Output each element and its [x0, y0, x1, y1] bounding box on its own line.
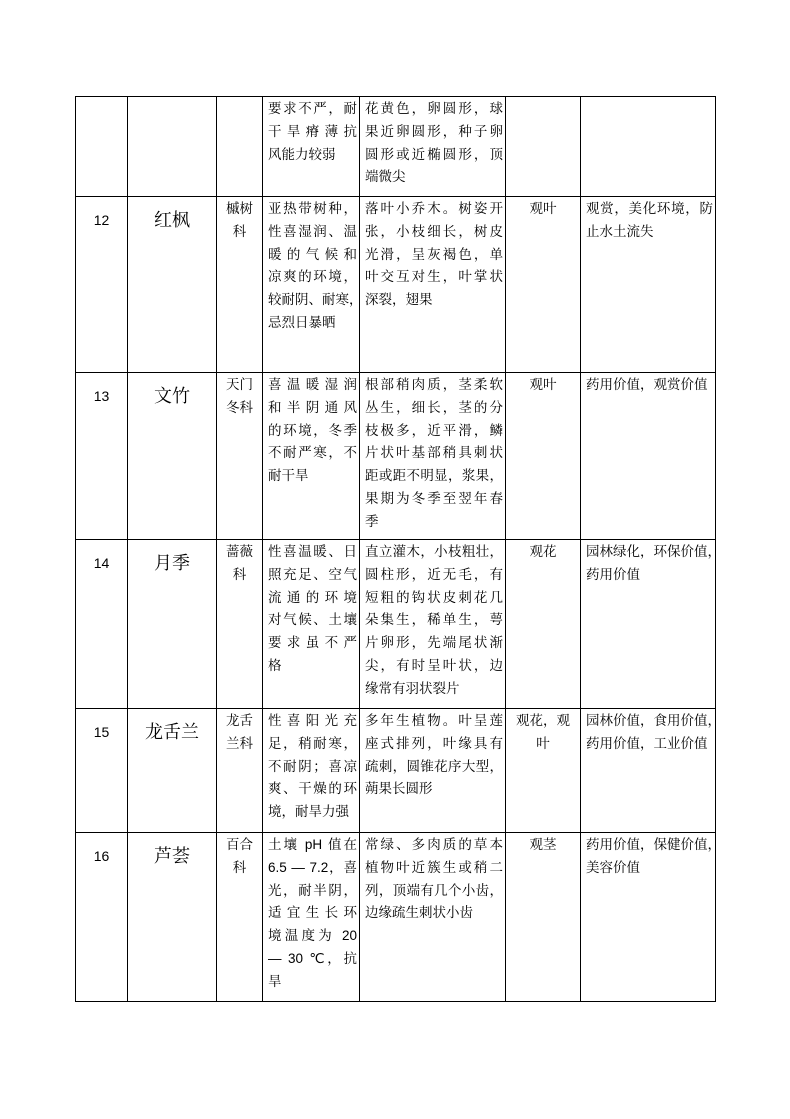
cell-line: 天门 [226, 377, 253, 392]
cell-line: 蒴果长圆形 [365, 781, 433, 797]
cell-family [217, 540, 263, 709]
cell-family [217, 709, 263, 833]
cell-line: 蔷薇 [226, 544, 253, 559]
cell-line: 列，顶端有几个小齿， [365, 882, 503, 898]
cell-value [581, 833, 721, 1002]
cell-line: 科 [232, 859, 247, 875]
cell-line: 凉爽的环境， [268, 269, 357, 285]
cell-line: 药用价值，观赏价值 [586, 377, 708, 392]
cell-ornamental-type [506, 197, 581, 373]
cell-line: 药用价值，工业价值 [586, 735, 708, 751]
table-row [76, 833, 716, 1002]
cell-line: 缘常有羽状裂片 [365, 680, 460, 696]
cell-line: 多年生植物。叶呈莲 [365, 713, 503, 728]
cell-line: 槭树 [226, 201, 253, 216]
cell-plant-name: 文竹 [128, 373, 217, 540]
cell-line: 境温度为 20 [268, 928, 357, 944]
cell-morphology [360, 540, 506, 709]
cell-plant-name: 龙舌兰 [128, 709, 217, 833]
cell-line: 药用价值 [586, 566, 640, 582]
cell-line: 观赏，美化环境，防 [586, 201, 713, 216]
cell-value [581, 540, 721, 709]
cell-line: 圆柱形，近无毛，有 [365, 566, 503, 582]
cell-line: 不耐阴；喜凉 [268, 758, 357, 774]
cell-plant-name: 芦荟 [128, 833, 217, 1002]
cell-habit [263, 709, 360, 833]
cell-line: 要求不严，耐 [268, 101, 357, 116]
cell-family [217, 197, 263, 373]
cell-habit [263, 197, 363, 373]
cell-ornamental-type [506, 709, 581, 833]
cell-habit [263, 373, 360, 540]
cell-line: 片状叶基部稍具刺状 [365, 445, 503, 461]
cell-line: 耐干旱 [268, 468, 309, 484]
cell-family [217, 833, 263, 1002]
cell-ornamental-type [506, 97, 581, 197]
table-row [76, 709, 716, 833]
cell-line: 深裂，翅果 [365, 292, 433, 308]
cell-line: 果期为冬季至翌年春 [365, 490, 503, 506]
cell-number: 13 [76, 373, 128, 540]
cell-line: 叶 [536, 735, 550, 751]
cell-line: 边缘疏生刺状小齿 [365, 905, 473, 921]
cell-morphology [360, 709, 506, 833]
cell-line: 药用价值，保健价值， [586, 837, 721, 852]
cell-line: 光，耐半阴， [268, 882, 357, 898]
cell-habit [263, 97, 360, 197]
cell-plant-name [128, 97, 217, 197]
cell-line: 圆形或近椭圆形，顶 [365, 146, 503, 162]
cell-line: 园林价值，食用价值， [586, 713, 721, 728]
cell-line: 观花，观 [516, 713, 570, 728]
cell-line: 适宜生长环 [268, 905, 357, 921]
cell-family [217, 373, 263, 540]
cell-morphology [360, 373, 506, 540]
cell-line: 尖，有时呈叶状，边 [365, 657, 503, 673]
cell-line: 观花 [529, 544, 557, 559]
cell-line: 止水土流失 [586, 223, 654, 239]
cell-ornamental-type [506, 833, 581, 1002]
cell-line: 性喜湿润、温 [268, 223, 357, 239]
cell-line: 对气候、土壤 [268, 612, 357, 628]
cell-number: 15 [76, 709, 128, 833]
cell-number: 14 [76, 540, 128, 709]
cell-line: 端微尖 [365, 169, 406, 185]
cell-line: 百合 [226, 837, 253, 852]
cell-morphology [360, 833, 506, 1002]
cell-line: 龙舌 [226, 713, 253, 728]
cell-line: 疏刺，圆锥花序大型， [365, 758, 503, 774]
cell-line: 足，稍耐寒， [268, 735, 357, 751]
cell-line: 季 [365, 513, 379, 529]
cell-line: 观叶 [529, 201, 557, 216]
cell-line: 忌烈日暴晒 [268, 314, 336, 330]
cell-value [581, 97, 716, 197]
cell-line: 风能力较弱 [268, 146, 336, 162]
cell-line: 叶交互对生，叶掌状 [365, 269, 503, 285]
cell-line: 6.5 — 7.2，喜 [268, 859, 357, 875]
cell-value [581, 709, 721, 833]
table-row [76, 97, 716, 197]
table-row [76, 197, 716, 373]
cell-line: 土壤 pH 值在 [268, 837, 357, 852]
cell-line: 距或距不明显，浆果， [365, 468, 503, 484]
cell-line: 根部稍肉质，茎柔软 [365, 377, 503, 392]
cell-line: 科 [232, 223, 247, 239]
cell-line: 园林绿化，环保价值， [586, 544, 721, 559]
cell-line: 科 [232, 566, 247, 582]
cell-line: — 30 ℃，抗 [268, 950, 357, 966]
cell-line: 片卵形，先端尾状渐 [365, 635, 503, 651]
cell-line: 常绿、多肉质的草本 [365, 837, 503, 852]
cell-line: 旱 [268, 973, 282, 989]
cell-number: 12 [76, 197, 128, 373]
cell-value [581, 373, 716, 540]
plant-table [75, 96, 721, 1002]
cell-value [581, 197, 716, 373]
cell-line: 直立灌木，小枝粗壮， [365, 544, 503, 559]
cell-line: 性喜温暖、日 [268, 544, 357, 559]
cell-line: 暖的气候和 [268, 246, 357, 262]
cell-line: 朵集生，稀单生，萼 [365, 612, 503, 628]
cell-number [76, 97, 128, 197]
cell-line: 亚热带树种， [268, 201, 357, 216]
cell-line: 要求虽不严 [268, 635, 357, 651]
cell-family [217, 97, 263, 197]
cell-line: 格 [268, 657, 282, 673]
cell-line: 照充足、空气 [268, 566, 357, 582]
cell-line: 座式排列，叶缘具有 [365, 735, 503, 751]
cell-line: 兰科 [226, 735, 253, 751]
cell-line: 爽、干燥的环 [268, 781, 357, 797]
cell-line: 不耐严寒，不 [268, 445, 357, 461]
cell-plant-name: 红枫 [128, 197, 217, 373]
cell-line: 的环境，冬季 [268, 422, 357, 438]
cell-line: 美容价值 [586, 859, 640, 875]
table-row [76, 373, 716, 540]
cell-line: 张，小枝细长，树皮 [365, 223, 503, 239]
cell-line: 境，耐旱力强 [268, 804, 349, 820]
cell-line: 观叶 [529, 377, 557, 392]
cell-line: 观茎 [529, 837, 557, 852]
cell-number: 16 [76, 833, 128, 1002]
cell-line: 植物叶近簇生或稍二 [365, 859, 503, 875]
cell-ornamental-type [506, 540, 581, 709]
cell-line: 丛生，细长，茎的分 [365, 399, 503, 415]
cell-morphology [360, 197, 506, 373]
cell-line: 性喜阳光充 [268, 713, 357, 728]
cell-line: 果近卵圆形，种子卵 [365, 123, 503, 139]
cell-line: 落叶小乔木。树姿开 [365, 201, 503, 216]
cell-line: 短粗的钩状皮刺花几 [365, 589, 503, 605]
cell-line: 喜温暖湿润 [268, 377, 357, 392]
cell-morphology [360, 97, 506, 197]
cell-line: 枝极多，近平滑，鳞 [365, 422, 503, 438]
cell-ornamental-type [506, 373, 581, 540]
cell-habit [263, 833, 360, 1002]
cell-line: 光滑，呈灰褐色，单 [365, 246, 503, 262]
cell-plant-name: 月季 [128, 540, 217, 709]
cell-line: 流通的环境 [268, 589, 357, 605]
cell-line: 干旱瘠薄抗 [268, 123, 357, 139]
table-row [76, 540, 716, 709]
cell-line: 冬科 [226, 399, 253, 415]
cell-line: 较耐阴、耐寒， [268, 292, 363, 308]
cell-line: 和半阴通风 [268, 399, 357, 415]
cell-habit [263, 540, 360, 709]
cell-line: 花黄色，卵圆形，球 [365, 101, 503, 116]
